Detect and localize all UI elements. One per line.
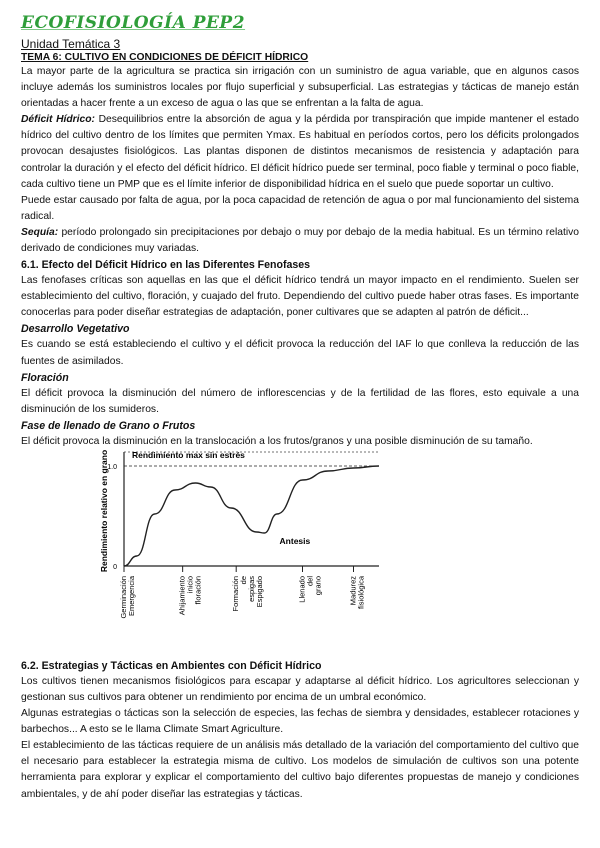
chart-reference-label: Rendimiento max sin estrés [132, 449, 245, 460]
chart-stage-label: Llenado [297, 575, 307, 603]
document-title: ECOFISIOLOGÍA PEP2 [21, 13, 246, 33]
llenado-paragraph: El déficit provoca la disminución en la translocación a los frutos/granos y una posible disminución de su tamaño. [21, 435, 533, 447]
chart-stage-label: Germinación [119, 575, 128, 619]
chart-stage-label: Espigado [255, 575, 265, 608]
sequia-text: período prolongado sin precipitaciones por debajo o muy por debajo de la media habitual. Es un término relativo derivado de condiciones muy variadas. [21, 226, 579, 255]
chart-stage-label: grano [313, 575, 323, 596]
strategies-paragraph-1: Los cultivos tienen mecanismos fisiológicos para escapar y adaptarse al déficit hídrico. Los agricultores seleccionan y gestionan sus cultivos para obtener un rendimiento por encima de un umbral económico. [21, 675, 579, 703]
document-page [21, 12, 579, 803]
floracion-paragraph: El déficit provoca la disminución del número de inflorescencias y de la fertilidad de las flores, esto equivale a una disminución de los sumideros. [21, 387, 579, 415]
deficit-term: Déficit Hídrico: [21, 114, 95, 126]
chart-stage-label: floración [193, 575, 203, 605]
fenofases-paragraph: Las fenofases críticas son aquellas en las que el déficit hídrico tendrá un mayor impacto en el rendimiento. Suelen ser establecimiento del cultivo, floración, y cuajado del fruto. Dependiendo del cultivo puede haber otras fases. Es importante conocerlas para poder diseñar estrategias de adaptación, poner cultivares que se adapten al patrón de déficit... [21, 275, 579, 319]
vegetativo-heading: Desarrollo Vegetativo [21, 323, 130, 336]
chart-stage-label: Ahijamiento [177, 575, 187, 616]
deficit-text: Desequilibrios entre la absorción de agua y la pérdida por transpiración que impide mantener el estado hídrico del cultivo dentro de los límites que permiten Ymax. Es habitual en períodos cortos, pero los déficits prolongados provocan desajustes fisiológicos. Las plantas disponen de distintos mecanismos de resistencia y adaptación para controlar la duración y el efecto del déficit hídrico. El déficit hídrico puede ser terminal, poco fiable y terminal o poco fiable, cada cultivo tiene un PMP que es el límite inferior de disponibilidad hídrica en el suelo que puede soportar un cultivo. [21, 114, 579, 190]
deficit-cause-paragraph: Puede estar causado por falta de agua, por la poca capacidad de retención de agua o por mal funcionamiento del sistema radical. [21, 194, 579, 222]
chart-stage-label: de [239, 575, 249, 585]
chart-stage-label: fisiológica [356, 575, 366, 609]
vegetativo-paragraph: Es cuando se está estableciendo el cultivo y el déficit provoca la reducción del IAF lo que conlleva la reducción de las fuentes de asimilados. [21, 339, 579, 367]
deficit-paragraph [21, 112, 579, 192]
section-6-1-heading: 6.1. Efecto del Déficit Hídrico en las Diferentes Fenofases [21, 259, 311, 272]
section-6-2-heading: 6.2. Estrategias y Tácticas en Ambientes con Déficit Hídrico [21, 659, 322, 672]
chart-stage-label: espigas [247, 575, 257, 602]
chart-stage-label: inicio [185, 575, 195, 593]
sequia-paragraph [21, 225, 579, 257]
chart-stage-label: del [305, 575, 315, 586]
chart-annotation-antesis: Antesis [279, 535, 311, 546]
strategies-paragraph-2: Algunas estrategias o tácticas son la selección de especies, las fechas de siembra y densidades, establecer rotaciones y barbechos... A esto se le llama Climate Smart Agriculture. [21, 708, 579, 736]
chart-ytick-label: 1.0 [107, 463, 117, 471]
chart-yield-curve [124, 466, 379, 566]
topic-heading: TEMA 6: CULTIVO EN CONDICIONES DE DÉFICIT HÍDRICO [21, 52, 309, 63]
chart-y-label: Rendimiento relativo en grano [99, 449, 109, 573]
floracion-heading: Floración [21, 371, 69, 384]
strategies-paragraph-3: El establecimiento de las tácticas requiere de un análisis más detallado de la variación del comportamiento del cultivo que el necesario para establecer la estrategia misma de cultivo. Los modelos de simulación de cultivos son una potente herramienta para explorar y explicar el comportamiento del cultivo bajo diferentes propuestas de manejo y condiciones ambientales, y de ahí poder diseñar las estrategias y tácticas. [21, 740, 579, 800]
intro-paragraph: La mayor parte de la agricultura se practica sin irrigación con un suministro de agua variable, que en algunos casos incluye además los suministros locales por flujo superficial y subsuperficial. Las estrategias y tácticas de manejo están orientadas a hacer frente a un exceso de agua o las que se enfrentan a la falta de agua. [21, 66, 579, 110]
unit-label: Unidad Temática 3 [21, 37, 121, 51]
llenado-heading: Fase de llenado de Grano o Frutos [21, 419, 196, 432]
chart-stage-label: Madurez [348, 575, 358, 606]
sequia-term: Sequía: [21, 226, 59, 238]
chart-stage-label: Formación [231, 575, 241, 612]
yield-chart-figure [21, 450, 579, 650]
chart-stage-label: Emergencia [127, 575, 136, 616]
chart-ytick-label: 0 [113, 563, 117, 571]
yield-chart [21, 448, 441, 648]
